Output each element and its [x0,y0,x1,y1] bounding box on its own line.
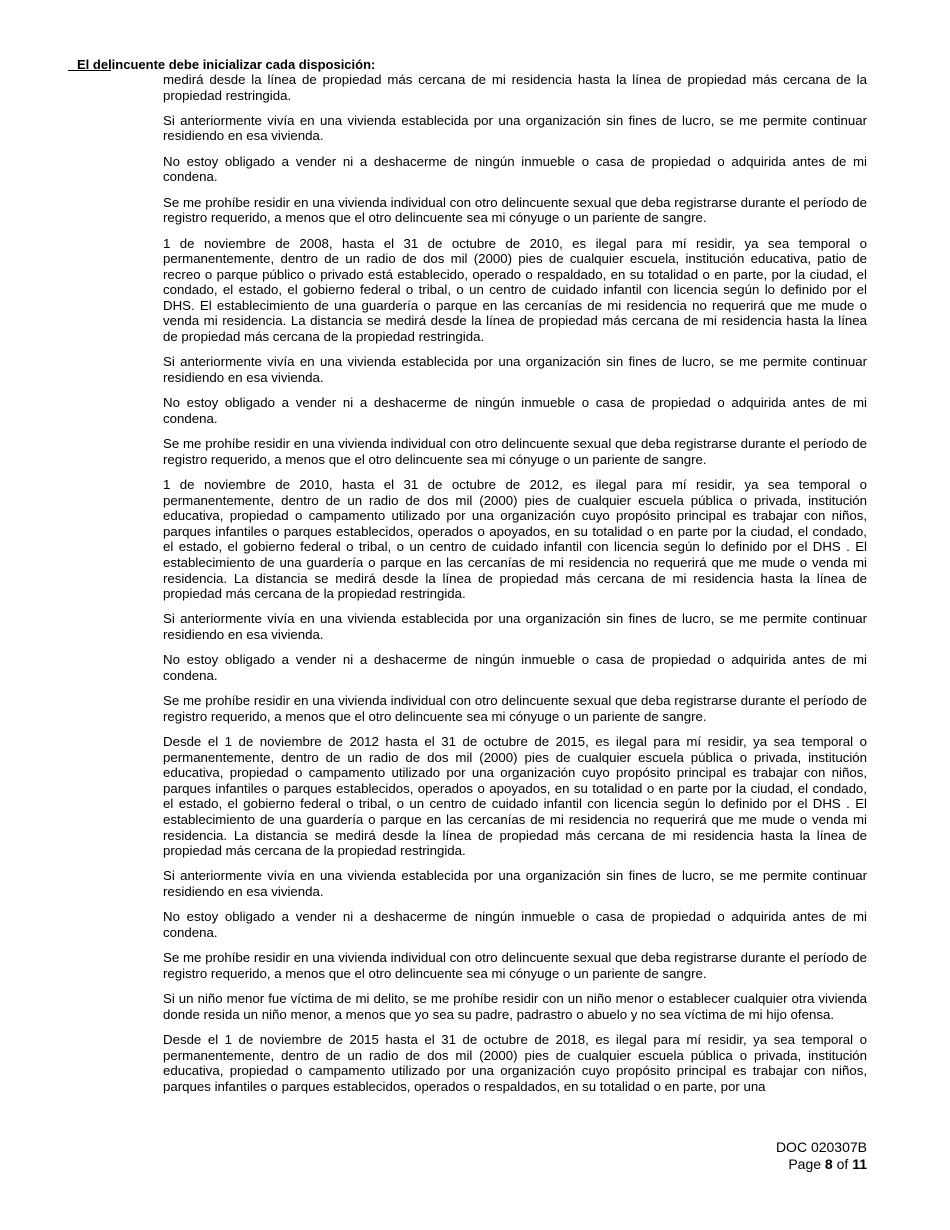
doc-number: DOC 020307B [775,1139,867,1155]
paragraph: Si anteriormente vivía en una vivienda establecida por una organización sin fines de lucro, se me permite continuar residiendo en esa vivienda. [163,611,867,642]
page-label: Page [788,1156,822,1172]
paragraph: Desde el 1 de noviembre de 2012 hasta el 31 de octubre de 2015, es ilegal para mí residir, ya sea temporal o permanentemente, dentro de un radio de dos mil (2000) pies de cualquier escuela pública o privada, institución educativa, propiedad o campamento utilizado por una organización cuyo propósito principal es trabajar con niños, parques infantiles o parques establecidos, operados o apoyados, en su totalidad o en parte por la ciudad, el condado, el estado, el gobierno federal o tribal, o un centro de cuidado infantil con licencia según lo definido por el DHS . El establecimiento de una guardería o parque en las cercanías de mi residencia no requerirá que me mude o venda mi residencia. La distancia se medirá desde la línea de propiedad más cercana de mi residencia hasta la línea de propiedad más cercana de la propiedad restringida. [163,734,867,859]
paragraph: Si anteriormente vivía en una vivienda establecida por una organización sin fines de lucro, se me permite continuar residiendo en esa vivienda. [163,112,867,144]
paragraph: Se me prohíbe residir en una vivienda individual con otro delincuente sexual que deba registrarse durante el período de registro requerido, a menos que el otro delincuente sea mi cónyuge o un pariente de sangre. [163,693,867,724]
initial-blank-line[interactable] [68,70,111,71]
page-number: 8 [824,1156,833,1172]
paragraph: No estoy obligado a vender ni a deshacerme de ningún inmueble o casa de propiedad o adquirida antes de mi condena. [163,153,867,185]
paragraph: Si anteriormente vivía en una vivienda establecida por una organización sin fines de lucro, se me permite continuar residiendo en esa vivienda. [163,868,867,900]
paragraph: Se me prohíbe residir en una vivienda individual con otro delincuente sexual que deba registrarse durante el período de registro requerido, a menos que el otro delincuente sea mi cónyuge o un pariente de sangre. [163,950,867,981]
page-total: 11 [852,1156,867,1172]
provisions-body [163,72,867,1104]
paragraph: Si un niño menor fue víctima de mi delito, se me prohíbe residir con un niño menor o establecer cualquier otra vivienda donde resida un niño menor, a menos que yo sea su padre, padrastro o abuelo y no sea víctima de mi hijo ofensa. [163,991,867,1022]
page-footer [776,1139,867,1173]
offender-initial-instruction: El delincuente debe inicializar cada disposición: [77,57,376,72]
paragraph: medirá desde la línea de propiedad más cercana de mi residencia hasta la línea de propiedad más cercana de la propiedad restringida. [163,72,867,103]
paragraph: Se me prohíbe residir en una vivienda individual con otro delincuente sexual que deba registrarse durante el período de registro requerido, a menos que el otro delincuente sea mi cónyuge o un pariente de sangre. [163,194,867,226]
paragraph: Si anteriormente vivía en una vivienda establecida por una organización sin fines de lucro, se me permite continuar residiendo en esa vivienda. [163,354,867,385]
paragraph: 1 de noviembre de 2008, hasta el 31 de octubre de 2010, es ilegal para mí residir, ya sea temporal o permanentemente, dentro de un radio de dos mil (2000) pies de cualquier escuela, institución educativa, patio de recreo o parque público o privado está establecido, operado o respaldado, en su totalidad o en parte, por la ciudad, el condado, el estado, el gobierno federal o tribal, o un centro de cuidado infantil con licencia según lo definido por el DHS. El establecimiento de una guardería o parque en las cercanías de mi residencia no requerirá que me mude o venda mi residencia. La distancia se medirá desde la línea de propiedad más cercana de mi residencia hasta la línea de propiedad más cercana de la propiedad restringida. [163,235,867,345]
paragraph: No estoy obligado a vender ni a deshacerme de ningún inmueble o casa de propiedad o adquirida antes de mi condena. [163,909,867,940]
paragraph: Desde el 1 de noviembre de 2015 hasta el 31 de octubre de 2018, es ilegal para mí residir, ya sea temporal o permanentemente, dentro de un radio de dos mil (2000) pies de cualquier escuela pública o privada, institución educativa, propiedad o campamento utilizado por una organización cuyo propósito principal es trabajar con niños, parques infantiles o parques establecidos, operados o respaldados, en su totalidad o en parte, por una [163,1031,867,1094]
page-indicator [776,1156,867,1173]
paragraph: No estoy obligado a vender ni a deshacerme de ningún inmueble o casa de propiedad o adquirida antes de mi condena. [163,652,867,683]
paragraph: Se me prohíbe residir en una vivienda individual con otro delincuente sexual que deba registrarse durante el período de registro requerido, a menos que el otro delincuente sea mi cónyuge o un pariente de sangre. [163,436,867,467]
paragraph: No estoy obligado a vender ni a deshacerme de ningún inmueble o casa de propiedad o adquirida antes de mi condena. [163,395,867,426]
of-label: of [836,1156,849,1172]
paragraph: 1 de noviembre de 2010, hasta el 31 de octubre de 2012, es ilegal para mí residir, ya sea temporal o permanentemente, dentro de un radio de dos mil (2000) pies de cualquier escuela pública o privada, institución educativa, propiedad o campamento utilizado por una organización cuyo propósito principal es trabajar con niños, parques infantiles o parques establecidos, operados o apoyados, en su totalidad o en parte por la ciudad, el condado, el estado, el gobierno federal o tribal, o un centro de cuidado infantil con licencia según lo definido por el DHS . El establecimiento de una guardería o parque en las cercanías de mi residencia no requerirá que me mude o venda mi residencia. La distancia se medirá desde la línea de propiedad más cercana de mi residencia hasta la línea de propiedad más cercana de la propiedad restringida. [163,476,867,602]
